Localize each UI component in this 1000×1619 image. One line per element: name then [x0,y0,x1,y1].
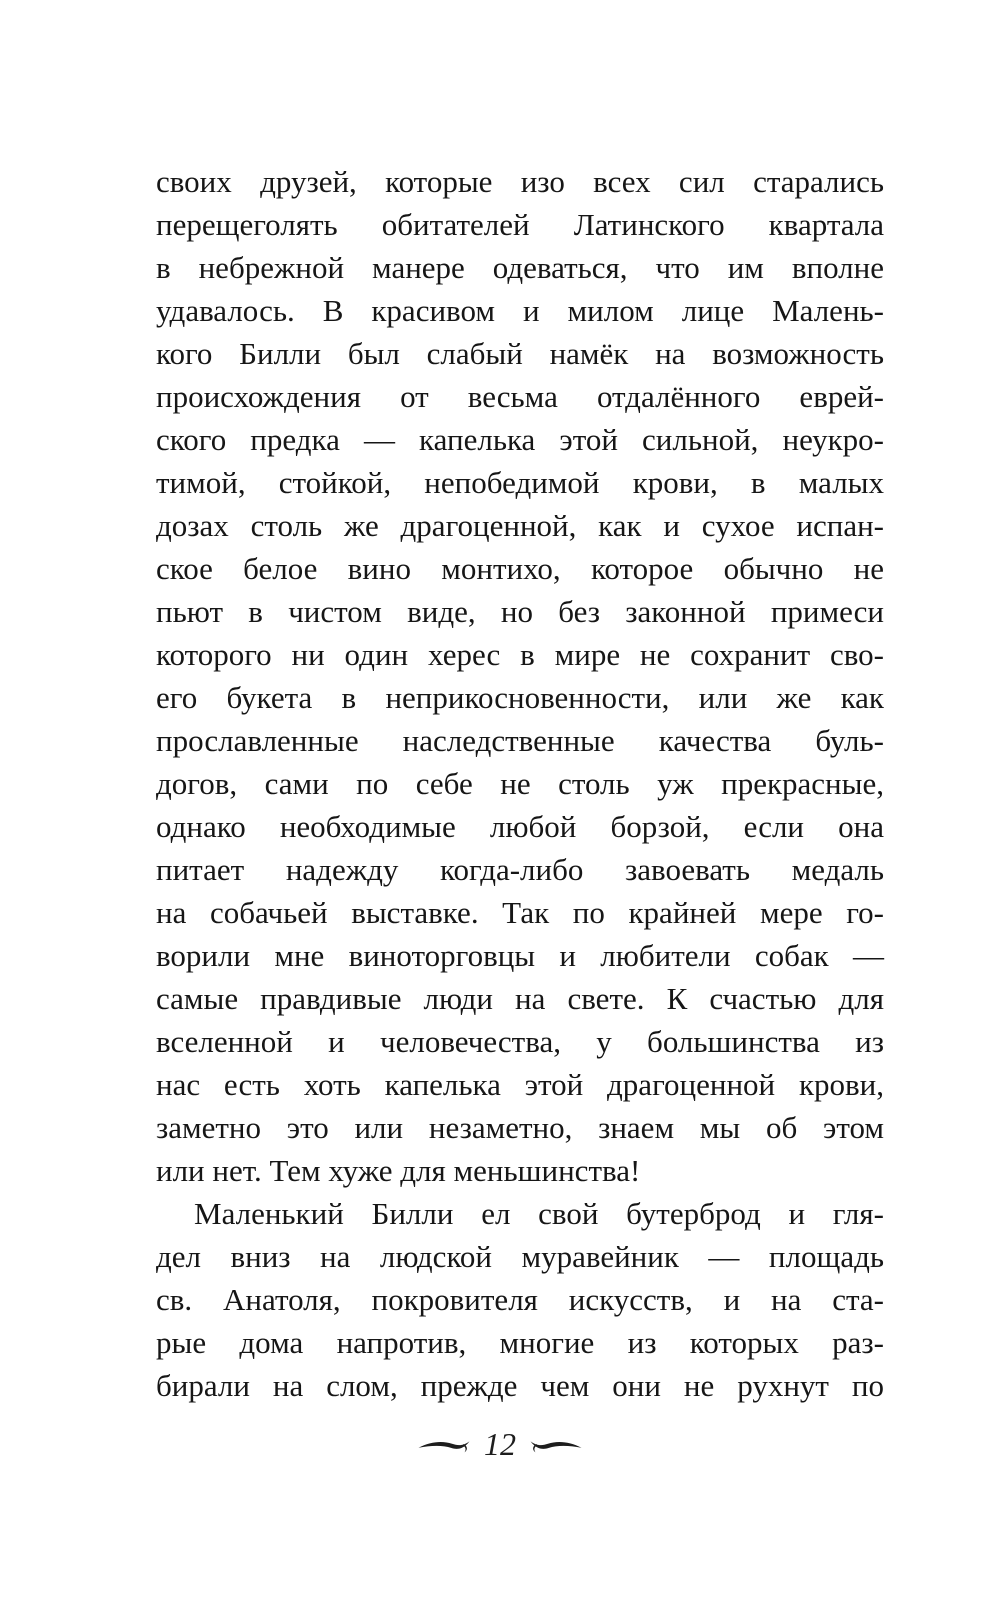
text-line: питает надежду когда-либо завоевать медаль [156,852,884,887]
text-line: кого Билли был слабый намёк на возможность [156,336,884,371]
flourish-right-icon [530,1438,582,1454]
text-line: самые правдивые люди на свете. К счастью для [156,981,884,1016]
text-line: удавалось. В красивом и милом лице Малень- [156,293,884,328]
text-line: в небрежной манере одеваться, что им вполне [156,250,884,285]
text-line: его букета в неприкосновенности, или же как [156,680,884,715]
text-line: бирали на слом, прежде чем они не рухнут по [156,1368,884,1403]
text-line: своих друзей, которые изо всех сил старались [156,164,884,199]
text-line: рые дома напротив, многие из которых раз- [156,1325,884,1360]
text-line: прославленные наследственные качества буль- [156,723,884,758]
page-number: 12 [484,1426,516,1462]
text-line: дозах столь же драгоценной, как и сухое испан- [156,508,884,543]
text-line: догов, сами по себе не столь уж прекрасные, [156,766,884,801]
text-line: тимой, стойкой, непобедимой крови, в малых [156,465,884,500]
text-line: св. Анатоля, покровителя искусств, и на ста- [156,1282,884,1317]
text-line: нас есть хоть капелька этой драгоценной крови, [156,1067,884,1102]
text-line: ворили мне виноторговцы и любители собак — [156,938,884,973]
text-line: пьют в чистом виде, но без законной примеси [156,594,884,629]
text-line: Маленький Билли ел свой бутерброд и гля- [194,1196,884,1231]
text-line: однако необходимые любой борзой, если она [156,809,884,844]
text-line: заметно это или незаметно, знаем мы об этом [156,1110,884,1145]
text-line: которого ни один херес в мире не сохранит сво- [156,637,884,672]
text-line: ское белое вино монтихо, которое обычно не [156,551,884,586]
text-line: или нет. Тем хуже для меньшинства! [156,1153,641,1188]
text-line: ского предка — капелька этой сильной, неукро- [156,422,884,457]
text-line: перещеголять обитателей Латинского квартала [156,207,884,242]
page-footer [0,1422,1000,1470]
flourish-left-icon [418,1438,470,1454]
text-line: вселенной и человечества, у большинства из [156,1024,884,1059]
text-line: на собачьей выставке. Так по крайней мере го- [156,895,884,930]
text-line: происхождения от весьма отдалённого еврей- [156,379,884,414]
text-line: дел вниз на людской муравейник — площадь [156,1239,884,1274]
text-block [156,160,884,1407]
